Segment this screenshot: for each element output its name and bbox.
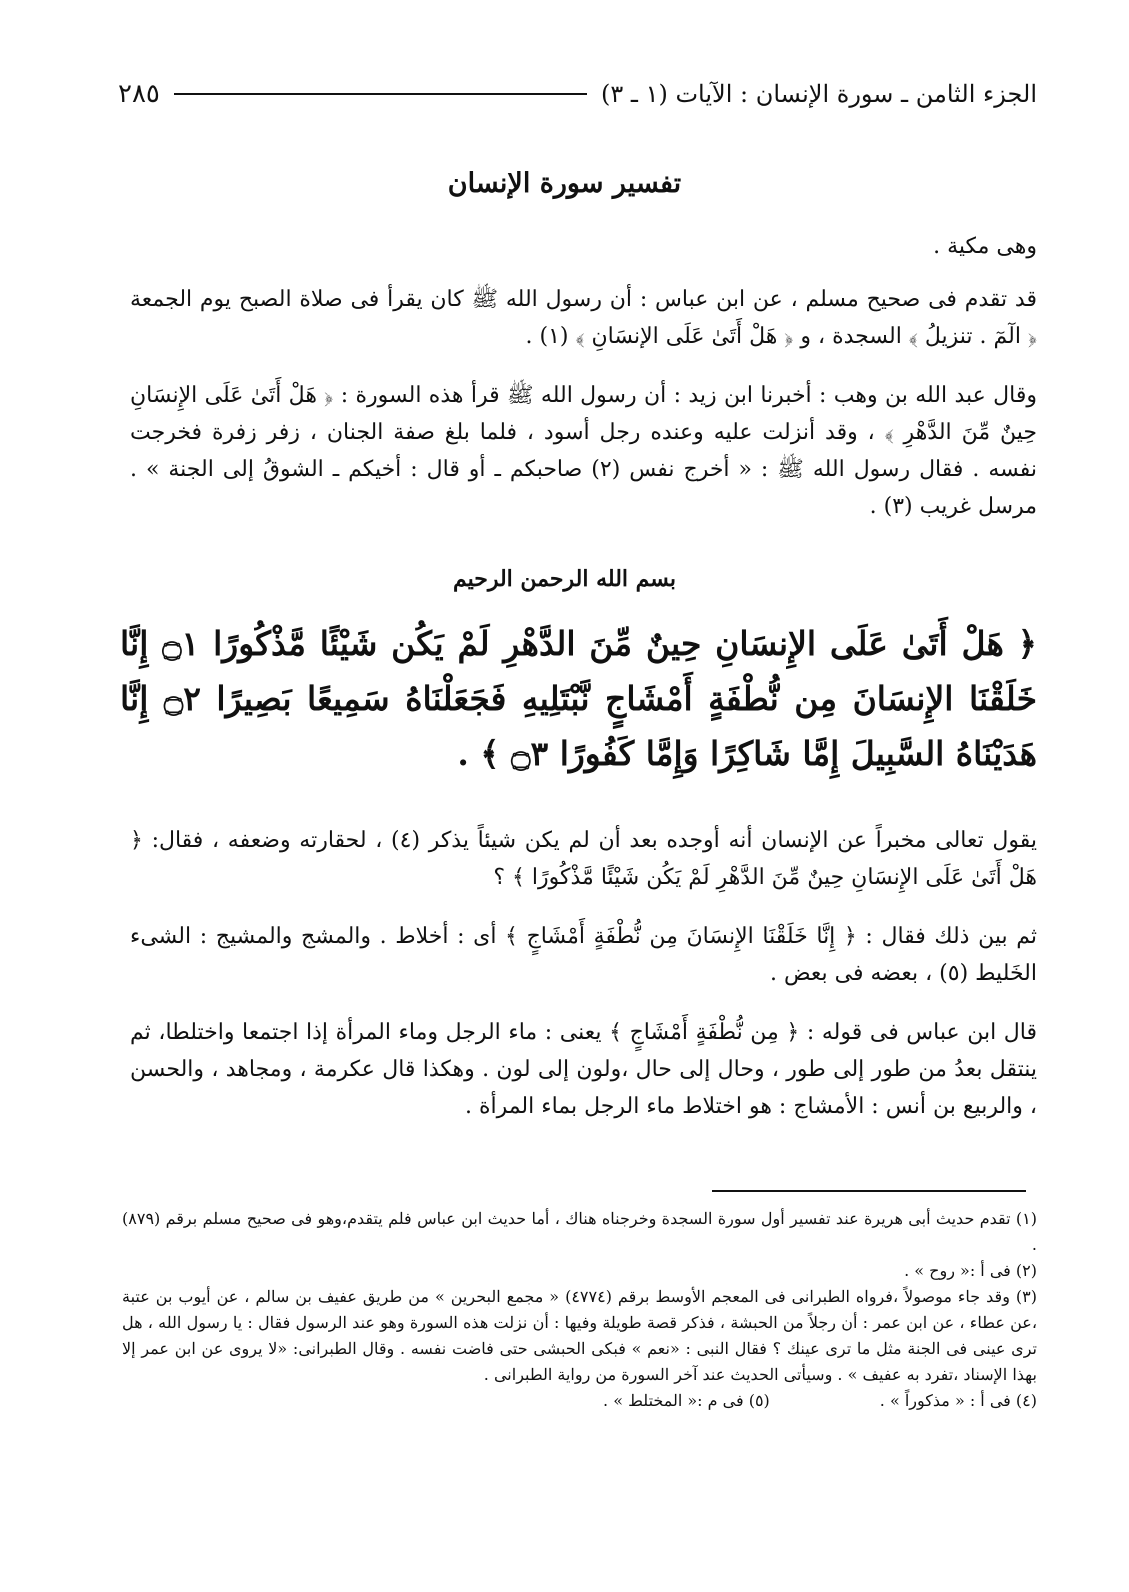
header-rule [174,93,587,95]
paragraph-2: وقال عبد الله بن وهب : أخبرنا ابن زيد : أن رسول الله ﷺ قرأ هذه السورة : ﴿ هَلْ أَتَىٰ عَلَى الإِنسَانِ حِينٌ مِّنَ الدَّهْرِ ﴾ ، وقد أنزلت عليه وعنده رجل أسود ، فلما بلغ صفة الجنان ، زفر زفرة فخرجت نفسه . فقال رسول الله ﷺ : « أخرج نفس (٢) صاحبكم ـ أو قال : أخيكم ـ الشوقُ إلى الجنة » . مرسل غريب (٣) . [130,383,1037,519]
paragraph-1: قد تقدم فى صحيح مسلم ، عن ابن عباس : أن رسول الله ﷺ كان يقرأ فى صلاة الصبح يوم الجمعة ﴿ الٓمٓ . تنزيلُ ﴾ السجدة ، و ﴿ هَلْ أَتَىٰ عَلَى الإنسَانِ ﴾ (١) . [130,287,1037,349]
page-number: ٢٨٥ [118,79,160,109]
running-title: الجزء الثامن ـ سورة الإنسان : الآيات (١ ـ ٣) [601,80,1037,108]
running-header [118,76,1037,112]
footnote-2: (٢) فى أ :« روح » . [904,1261,1037,1280]
footnote-separator [712,1190,1026,1192]
paragraph-4: ثم بين ذلك فقال : ﴿ إِنَّا خَلَقْنَا الإِنسَانَ مِن نُّطْفَةٍ أَمْشَاجٍ ﴾ أى : أخلاط . والمشج والمشيج : الشىء الخَليط (٥) ، بعضه فى بعض . [130,924,1037,986]
basmala: بسم الله الرحمن الرحيم [452,566,677,592]
quran-verses: ﴿ هَلْ أَتَىٰ عَلَى الإِنسَانِ حِينٌ مِّنَ الدَّهْرِ لَمْ يَكُن شَيْئًا مَّذْكُورًا ۝١ إِنَّا خَلَقْنَا الإِنسَانَ مِن نُّطْفَةٍ أَمْشَاجٍ نَّبْتَلِيهِ فَجَعَلْنَاهُ سَمِيعًا بَصِيرًا ۝٢ إِنَّا هَدَيْنَاهُ السَّبِيلَ إِمَّا شَاكِرًا وَإِمَّا كَفُورًا ۝٣ ﴾ . [120,624,1037,773]
paragraph-5: قال ابن عباس فى قوله : ﴿ مِن نُّطْفَةٍ أَمْشَاجٍ ﴾ يعنى : ماء الرجل وماء المرأة إذا اجتمعا واختلطا، ثم ينتقل بعدُ من طور إلى طور ، وحال إلى حال ،ولون إلى لون . وهكذا قال عكرمة ، ومجاهد ، والحسن ، والربيع بن أنس : الأمشاج : هو اختلاط ماء الرجل بماء المرأة . [130,1020,1037,1119]
paragraph-3: يقول تعالى مخبراً عن الإنسان أنه أوجده بعد أن لم يكن شيئاً يذكر (٤) ، لحقارته وضعفه ، فقال: ﴿ هَلْ أَتَىٰ عَلَى الإِنسَانِ حِينٌ مِّنَ الدَّهْرِ لَمْ يَكُن شَيْئًا مَّذْكُورًا ﴾ ؟ [130,828,1037,890]
footnote-4: (٤) فى أ : « مذكوراً » . [879,1391,1037,1410]
footnote-5: (٥) فى م :« المختلط » . [603,1391,770,1410]
footnote-3: (٣) وقد جاء موصولاً ،فرواه الطبرانى فى المعجم الأوسط برقم (٤٧٧٤) « مجمع البحرين » من طريق عفيف بن سالم ، عن أيوب بن عتبة ،عن عطاء ، عن ابن عمر : أن رجلاً من الحبشة ، فذكر قصة طويلة وفيها : أن نزلت هذه السورة وهو عند الرسول فقال : يا رسول الله ، هل ترى عينى فى الجنة مثل ما ترى عينك ؟ فقال النبى : «نعم » فبكى الحبشى حتى فاضت نفسه . وقال الطبرانى: «لا يروى عن ابن عمر إلا بهذا الإسناد ،تفرد به عفيف » . وسيأتى الحديث عند آخر السورة من رواية الطبرانى . [122,1287,1038,1384]
paragraph-makki: وهى مكية . [933,234,1037,259]
footnote-1: (١) تقدم حديث أبى هريرة عند تفسير أول سورة السجدة وخرجناه هناك ، أما حديث ابن عباس فلم يتقدم،وهو فى صحيح مسلم برقم (٨٧٩) . [122,1209,1037,1254]
footnotes [122,1206,1037,1414]
surah-title: تفسير سورة الإنسان [447,168,682,199]
footnote-row [122,1388,1037,1414]
